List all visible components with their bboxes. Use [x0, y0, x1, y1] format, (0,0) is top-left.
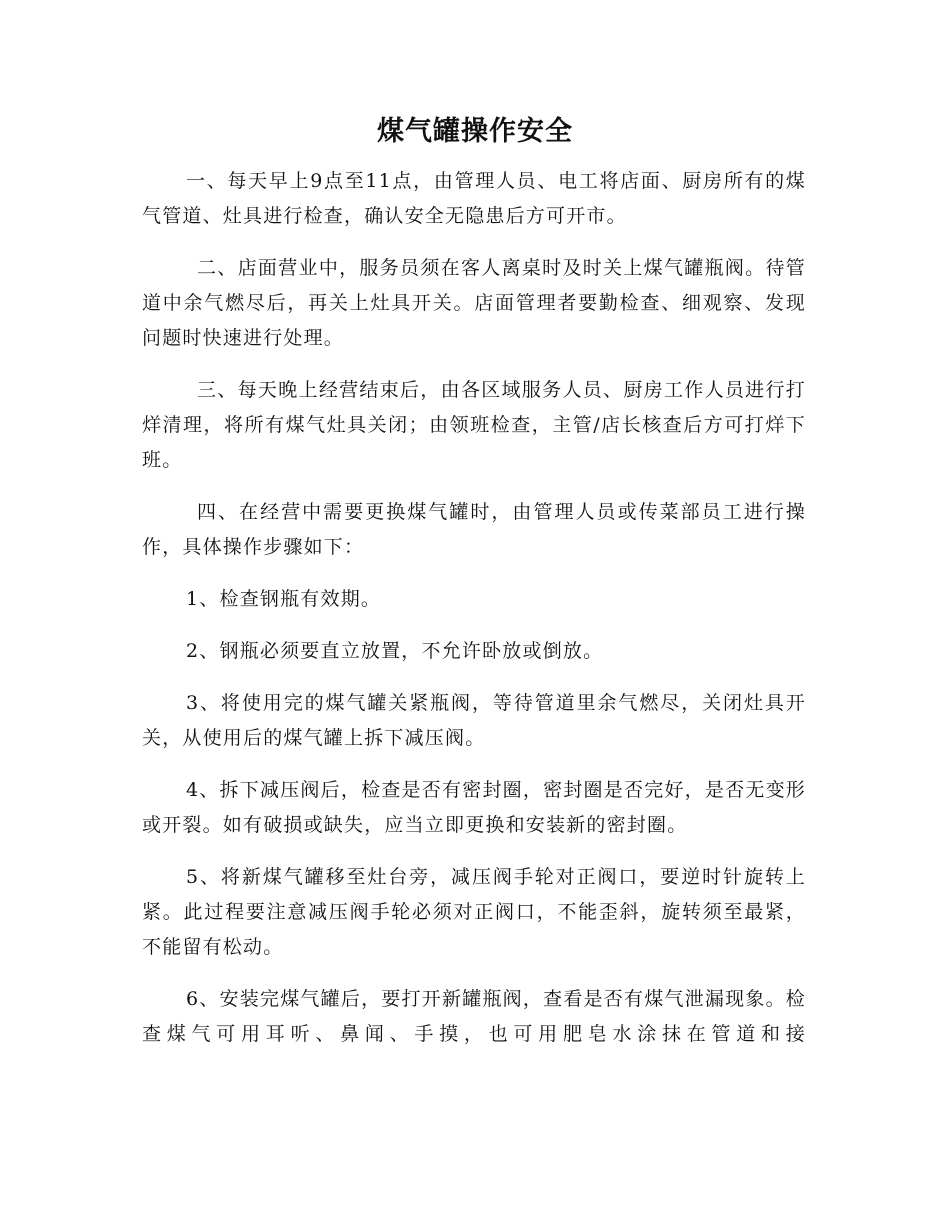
- paragraph-3: 三、每天晚上经营结束后，由各区域服务人员、厨房工作人员进行打烊清理，将所有煤气灶具关闭；由领班检查，主管/店长核查后方可打烊下班。: [142, 379, 806, 471]
- step-1: 1、检查钢瓶有效期。: [186, 588, 382, 610]
- step-5: 5、将新煤气罐移至灶台旁，减压阀手轮对正阀口，要逆时针旋转上紧。此过程要注意减压阀手轮必须对正阀口，不能歪斜，旋转须至最紧，不能留有松动。: [142, 866, 806, 958]
- paragraph-2: 二、店面营业中，服务员须在客人离桌时及时关上煤气罐瓶阀。待管道中余气燃尽后，再关上灶具开关。店面管理者要勤检查、细观察、发现问题时快速进行处理。: [142, 257, 806, 349]
- document-title: 煤气罐操作安全: [377, 116, 573, 147]
- step-6: 6、安装完煤气罐后，要打开新罐瓶阀，查看是否有煤气泄漏现象。检查煤气可用耳听、鼻闻、手摸，也可用肥皂水涂抹在管道和接: [142, 988, 806, 1045]
- step-2: 2、钢瓶必须要直立放置，不允许卧放或倒放。: [186, 640, 604, 662]
- step-4: 4、拆下减压阀后，检查是否有密封圈，密封圈是否完好，是否无变形或开裂。如有破损或缺失，应当立即更换和安装新的密封圈。: [142, 779, 806, 836]
- document-body: [142, 164, 806, 1069]
- paragraph-4: 四、在经营中需要更换煤气罐时，由管理人员或传菜部员工进行操作，具体操作步骤如下：: [142, 501, 806, 558]
- paragraph-1: 一、每天早上9点至11点，由管理人员、电工将店面、厨房所有的煤气管道、灶具进行检查，确认安全无隐患后方可开市。: [142, 170, 806, 227]
- step-3: 3、将使用完的煤气罐关紧瓶阀，等待管道里余气燃尽，关闭灶具开关，从使用后的煤气罐上拆下减压阀。: [142, 692, 806, 749]
